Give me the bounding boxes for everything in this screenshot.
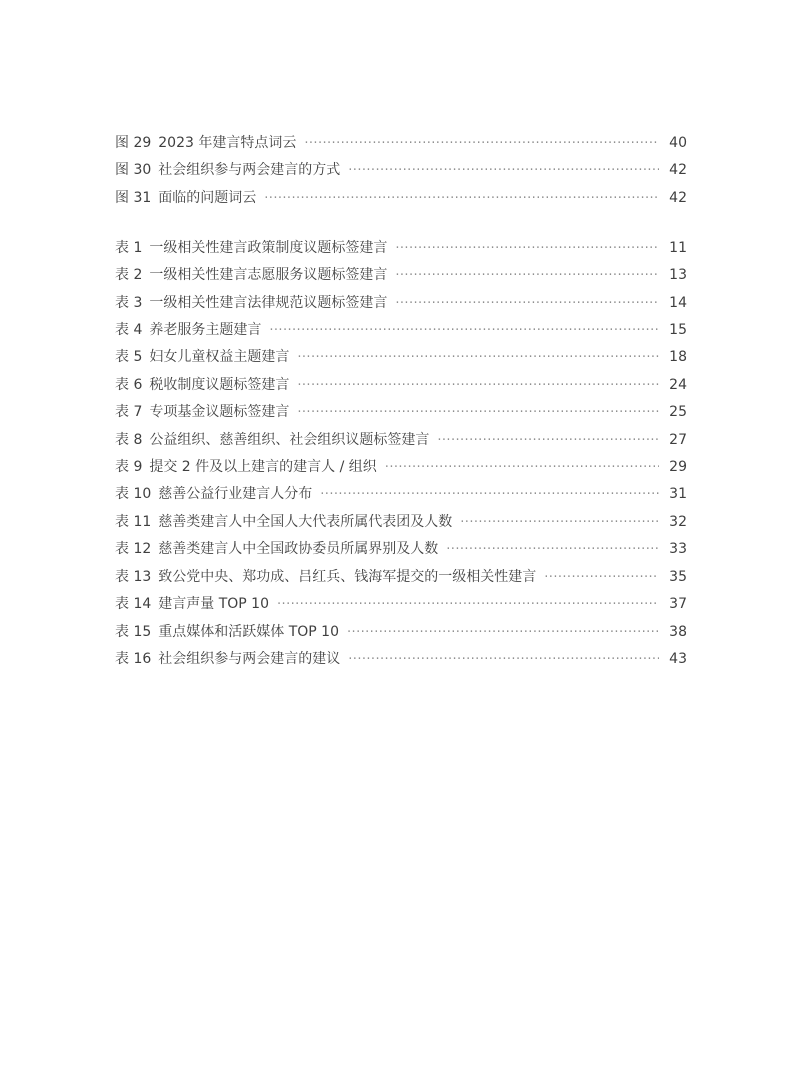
toc-entry-label: 表 10 bbox=[115, 486, 152, 503]
toc-leader-dots bbox=[395, 263, 659, 289]
toc-entry[interactable] bbox=[115, 454, 687, 481]
toc-entry[interactable] bbox=[115, 157, 687, 184]
toc-entry[interactable] bbox=[115, 509, 687, 536]
toc-leader-dots bbox=[395, 291, 659, 317]
toc-entry-title: 养老服务主题建言 bbox=[149, 322, 262, 339]
toc-entry-title: 社会组织参与两会建言的建议 bbox=[158, 650, 341, 667]
toc-entry[interactable] bbox=[115, 372, 687, 399]
toc-entry-label: 表 15 bbox=[115, 623, 152, 640]
toc-entry-page: 43 bbox=[669, 650, 687, 667]
toc-entry[interactable] bbox=[115, 235, 687, 262]
toc-entry-label: 表 16 bbox=[115, 650, 152, 667]
toc-leader-dots bbox=[320, 482, 659, 508]
toc-entry-label: 图 31 bbox=[115, 189, 152, 206]
toc-entry-label: 表 5 bbox=[115, 349, 143, 366]
toc-entry-page: 38 bbox=[669, 623, 687, 640]
toc-entry-label: 图 29 bbox=[115, 135, 152, 151]
toc-leader-dots bbox=[304, 131, 659, 157]
toc-leader-dots bbox=[297, 373, 659, 399]
toc-leader-dots bbox=[385, 455, 659, 481]
toc-entry[interactable] bbox=[115, 646, 687, 673]
toc-leader-dots bbox=[446, 537, 659, 563]
toc-leader-dots bbox=[395, 236, 659, 262]
toc-entry-page: 42 bbox=[669, 189, 687, 206]
toc-entry-title: 提交 2 件及以上建言的建言人 / 组织 bbox=[149, 459, 377, 476]
toc-entry[interactable] bbox=[115, 481, 687, 508]
toc-entry-label: 表 6 bbox=[115, 376, 143, 393]
toc-entry-page: 33 bbox=[669, 541, 687, 558]
toc-entry-title: 致公党中央、郑功成、吕红兵、钱海军提交的一级相关性建言 bbox=[158, 568, 537, 585]
toc-entry-label: 表 13 bbox=[115, 568, 152, 585]
toc-entry[interactable] bbox=[115, 427, 687, 454]
toc-leader-dots bbox=[264, 186, 659, 212]
toc-entry-title: 面临的问题词云 bbox=[158, 189, 257, 206]
toc-leader-dots bbox=[277, 592, 659, 618]
toc-entry-label: 表 7 bbox=[115, 404, 143, 421]
toc-entry-page: 27 bbox=[669, 431, 687, 448]
toc-entry-page: 42 bbox=[669, 162, 687, 179]
toc-leader-dots bbox=[437, 428, 659, 454]
toc-entry-title: 重点媒体和活跃媒体 TOP 10 bbox=[158, 623, 339, 640]
toc-entry[interactable] bbox=[115, 130, 687, 157]
toc-entry-page: 32 bbox=[669, 513, 687, 530]
toc-leader-dots bbox=[347, 620, 659, 646]
toc-entry-label: 表 14 bbox=[115, 596, 152, 613]
toc-entry-page: 15 bbox=[669, 322, 687, 339]
toc-leader-dots bbox=[460, 510, 659, 536]
toc-entry[interactable] bbox=[115, 591, 687, 618]
toc-entry-title: 慈善公益行业建言人分布 bbox=[158, 486, 313, 503]
toc-entry-title: 慈善类建言人中全国人大代表所属代表团及人数 bbox=[158, 513, 453, 530]
toc-entry-page: 13 bbox=[669, 267, 687, 284]
toc-entry[interactable] bbox=[115, 317, 687, 344]
toc-entry-label: 表 12 bbox=[115, 541, 152, 558]
toc-entry-title: 专项基金议题标签建言 bbox=[149, 404, 290, 421]
toc-entry[interactable] bbox=[115, 536, 687, 563]
toc-entry-label: 图 30 bbox=[115, 162, 152, 179]
toc-entry-label: 表 8 bbox=[115, 431, 143, 448]
toc-entry-title: 慈善类建言人中全国政协委员所属界别及人数 bbox=[158, 541, 439, 558]
toc-entry-label: 表 2 bbox=[115, 267, 143, 284]
toc-entry-title: 妇女儿童权益主题建言 bbox=[149, 349, 290, 366]
toc-entry-label: 表 4 bbox=[115, 322, 143, 339]
toc-entry[interactable] bbox=[115, 399, 687, 426]
toc-entry-page: 29 bbox=[669, 459, 687, 476]
toc-leader-dots bbox=[269, 318, 659, 344]
toc-entry-page: 40 bbox=[669, 135, 687, 151]
toc-entry[interactable] bbox=[115, 344, 687, 371]
toc-entry-page: 24 bbox=[669, 376, 687, 393]
toc-entry-label: 表 1 bbox=[115, 239, 143, 256]
toc-leader-dots bbox=[297, 345, 659, 371]
toc-entry-title: 一级相关性建言法律规范议题标签建言 bbox=[149, 294, 388, 311]
toc-entry[interactable] bbox=[115, 290, 687, 317]
toc-entry-title: 税收制度议题标签建言 bbox=[149, 376, 290, 393]
toc-entry[interactable] bbox=[115, 262, 687, 289]
toc-entry-title: 建言声量 TOP 10 bbox=[158, 596, 269, 613]
toc-entry-title: 社会组织参与两会建言的方式 bbox=[158, 162, 341, 179]
toc-leader-dots bbox=[348, 158, 659, 184]
toc-leader-dots bbox=[348, 647, 659, 673]
toc-entry[interactable] bbox=[115, 185, 687, 212]
toc-entry-title: 公益组织、慈善组织、社会组织议题标签建言 bbox=[149, 431, 430, 448]
toc-entry-page: 18 bbox=[669, 349, 687, 366]
toc-entry-title: 2023 年建言特点词云 bbox=[158, 135, 297, 151]
toc-entry-page: 37 bbox=[669, 596, 687, 613]
toc-entry-label: 表 9 bbox=[115, 459, 143, 476]
toc-entry-title: 一级相关性建言志愿服务议题标签建言 bbox=[149, 267, 388, 284]
table-of-contents bbox=[115, 130, 687, 673]
toc-entry-page: 14 bbox=[669, 294, 687, 311]
toc-tables-list bbox=[115, 235, 687, 674]
toc-entry[interactable] bbox=[115, 619, 687, 646]
toc-leader-dots bbox=[544, 565, 659, 591]
toc-entry-title: 一级相关性建言政策制度议题标签建言 bbox=[149, 239, 388, 256]
toc-entry[interactable] bbox=[115, 564, 687, 591]
toc-entry-label: 表 3 bbox=[115, 294, 143, 311]
toc-entry-page: 11 bbox=[669, 239, 687, 256]
toc-entry-page: 25 bbox=[669, 404, 687, 421]
toc-leader-dots bbox=[297, 400, 659, 426]
toc-section-gap bbox=[115, 212, 687, 235]
toc-entry-label: 表 11 bbox=[115, 513, 152, 530]
toc-entry-page: 35 bbox=[669, 568, 687, 585]
toc-entry-page: 31 bbox=[669, 486, 687, 503]
toc-figures-list bbox=[115, 130, 687, 212]
